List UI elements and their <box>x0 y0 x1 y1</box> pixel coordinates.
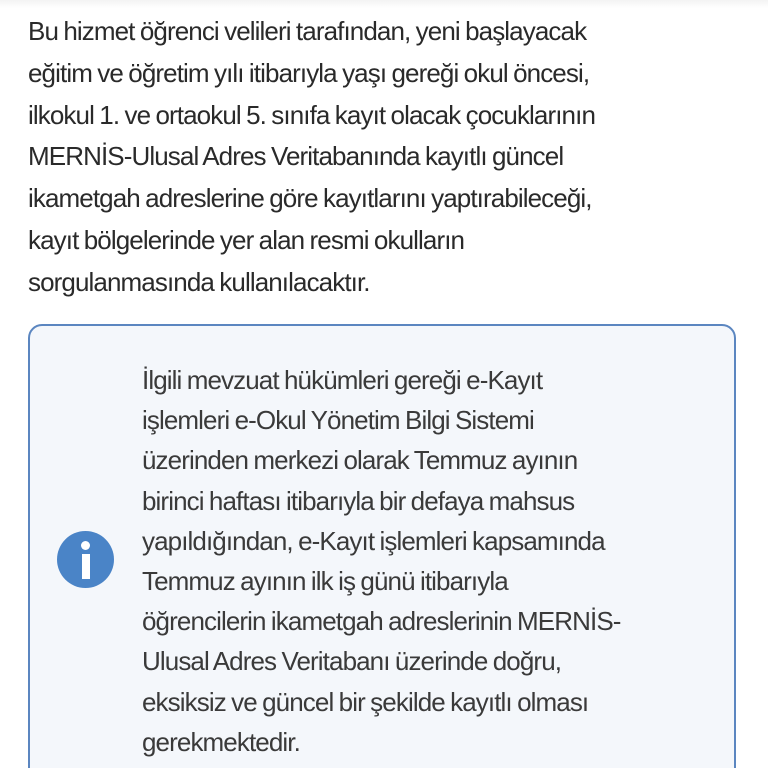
notice-line: öğrencilerin ikametgah adreslerinin MERNİS- <box>142 606 621 637</box>
notice-line: gerekmektedir. <box>142 726 300 757</box>
intro-line: sorgulanmasında kullanılacaktır. <box>28 266 370 297</box>
info-icon-dot <box>81 541 90 550</box>
intro-line: kayıt bölgelerinde yer alan resmi okulların <box>28 224 465 255</box>
notice-line: birinci haftası itibarıyla bir defaya mahsus <box>142 485 575 516</box>
notice-line: Temmuz ayının ilk iş günü itibarıyla <box>142 566 508 597</box>
info-notice-box <box>28 324 736 768</box>
intro-line: eğitim ve öğretim yılı itibarıyla yaşı gereği okul öncesi, <box>28 57 590 88</box>
notice-line: eksiksiz ve güncel bir şekilde kayıtlı olması <box>142 686 589 717</box>
notice-text <box>142 360 722 762</box>
notice-line: yapıldığından, e-Kayıt işlemleri kapsamında <box>142 525 605 556</box>
notice-line: üzerinden merkezi olarak Temmuz ayının <box>142 445 578 476</box>
notice-line: İlgili mevzuat hükümleri gereği e-Kayıt <box>142 365 543 395</box>
notice-line: işlemleri e-Okul Yönetim Bilgi Sistemi <box>142 405 534 436</box>
intro-line: Bu hizmet öğrenci velileri tarafından, yeni başlayacak <box>28 16 587 46</box>
info-icon-bar <box>82 554 90 579</box>
top-strip <box>0 0 768 8</box>
intro-line: MERNİS-Ulusal Adres Veritabanında kayıtlı güncel <box>28 141 564 172</box>
notice-line: Ulusal Adres Veritabanı üzerinde doğru, <box>142 646 562 677</box>
intro-line: ilkokul 1. ve ortaokul 5. sınıfa kayıt olacak çocuklarının <box>28 99 595 130</box>
intro-paragraph <box>28 11 748 304</box>
info-icon <box>57 531 114 588</box>
intro-line: ikametgah adreslerine göre kayıtlarını yaptırabileceği, <box>28 183 592 214</box>
